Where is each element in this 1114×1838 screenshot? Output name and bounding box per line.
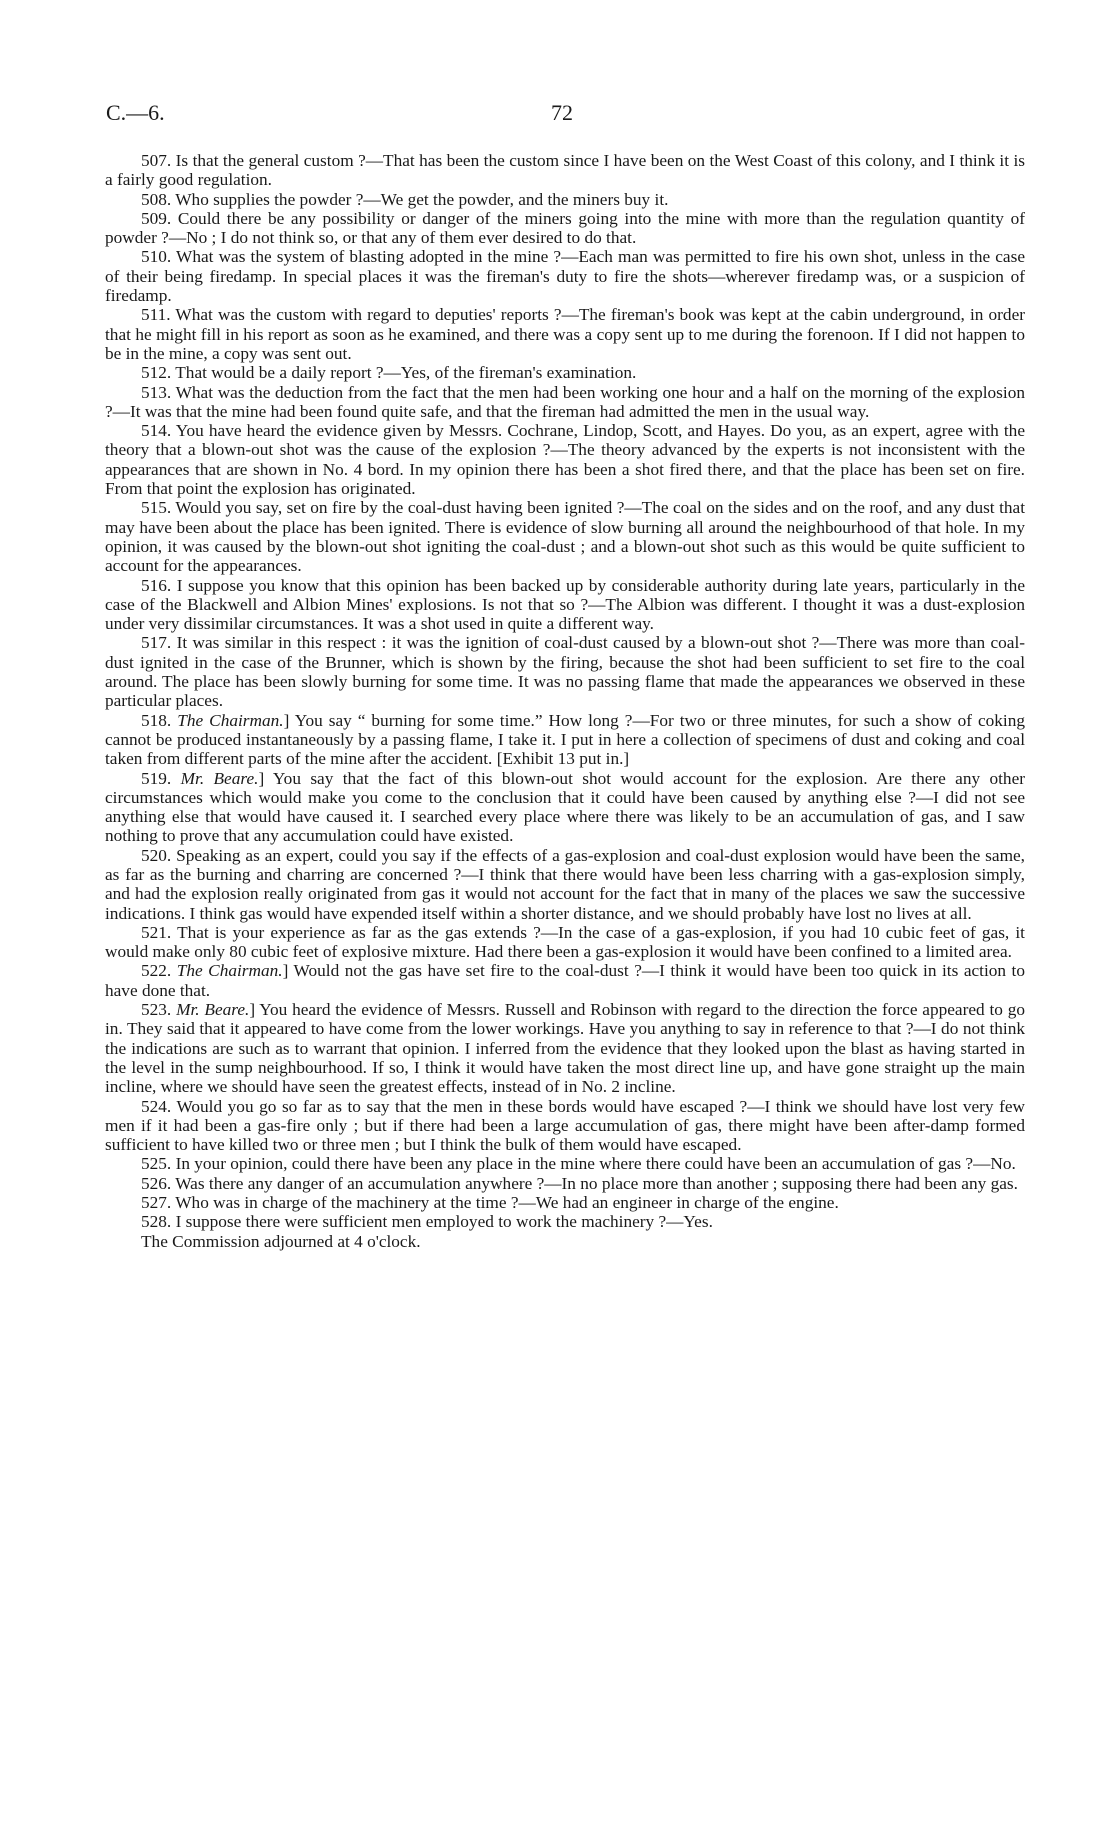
speaker-name: Mr. Beare. bbox=[176, 1000, 250, 1020]
paragraph-text: 507. Is that the general custom ?—That has been the custom since I have been on the West Coast of this colony, and I think it is a fairly good regulation. bbox=[105, 151, 1025, 190]
speaker-name: Mr. Beare. bbox=[180, 768, 259, 788]
paragraph-text: ] Would not the gas have set fire to the coal-dust ?—I think it would have been too quick in its action to have done that. bbox=[105, 961, 1025, 1000]
testimony-paragraph bbox=[105, 846, 1025, 923]
testimony-paragraph bbox=[105, 1174, 1025, 1193]
testimony-paragraph bbox=[105, 190, 1025, 209]
paragraph-text: 520. Speaking as an expert, could you say if the effects of a gas-explosion and coal-dust explosion would have been the same, as far as the burning and charring are concerned ?—I think that there would have been less charring with a gas-explosion simply, and had the explosion really originated from gas it would not account for the fact that in many of the places we saw the successive indications. I think gas would have expended itself within a shorter distance, and we should probably have lost no lives at all. bbox=[105, 845, 1025, 923]
paragraph-text: 509. Could there be any possibility or danger of the miners going into the mine with more than the regulation quantity of powder ?—No ; I do not think so, or that any of them ever desired to do that. bbox=[105, 208, 1025, 248]
body-text bbox=[105, 151, 1025, 1251]
testimony-paragraph bbox=[105, 769, 1025, 846]
paragraph-text: 512. That would be a daily report ?—Yes, of the fireman's examination. bbox=[141, 363, 637, 383]
page-header bbox=[106, 100, 1026, 130]
testimony-paragraph bbox=[105, 247, 1025, 305]
testimony-paragraph bbox=[105, 711, 1025, 769]
testimony-paragraph bbox=[105, 305, 1025, 363]
testimony-paragraph bbox=[105, 1193, 1025, 1212]
paragraph-text: 528. I suppose there were sufficient men employed to work the machinery ?—Yes. bbox=[141, 1212, 713, 1232]
testimony-paragraph bbox=[105, 209, 1025, 248]
paragraph-text: 526. Was there any danger of an accumulation anywhere ?—In no place more than another ; supposing there had been any gas. bbox=[141, 1173, 1018, 1193]
paragraph-text: ] You heard the evidence of Messrs. Russell and Robinson with regard to the direction the force appeared to go in. They said that it appeared to have come from the lower workings. Have you anything to say in reference to that ?—I do not think the indications are such as to warrant that opinion. I inferred from the evidence that they looked upon the blast as having started in the level in the sump neighbourhood. If so, I think it would have taken the most direct line up, and have gone straight up the main incline, where we should have seen the greatest effects, instead of in No. 2 incline. bbox=[105, 1000, 1026, 1097]
paragraph-text: 515. Would you say, set on fire by the coal-dust having been ignited ?—The coal on the sides and on the roof, and any dust that may have been about the place has been ignited. There is evidence of slow burning all around the neighbourhood of that hole. In my opinion, it was caused by the blown-out shot igniting the coal-dust ; and a blown-out shot such as this would be quite sufficient to account for the appearances. bbox=[105, 498, 1025, 576]
speaker-name: The Chairman. bbox=[177, 710, 284, 730]
paragraph-text: ] You say “ burning for some time.” How long ?—For two or three minutes, for such a show of coking cannot be produced instantaneously by a passing flame, I take it. I put in here a collection of specimens of dust and coking and coal taken from different parts of the mine after the accident. [Exhibit 13 put in.] bbox=[105, 710, 1025, 769]
paragraph-text: 524. Would you go so far as to say that the men in these bords would have escaped ?—I think we should have lost very few men if it had been a gas-fire only ; but if there had been a large accumulation of gas, there might have been after-damp formed sufficient to have killed two or three men ; but I think the bulk of them would have escaped. bbox=[105, 1096, 1025, 1155]
testimony-paragraph bbox=[105, 383, 1025, 422]
testimony-paragraph bbox=[105, 1154, 1025, 1173]
paragraph-text: 508. Who supplies the powder ?—We get the powder, and the miners buy it. bbox=[141, 189, 669, 209]
testimony-paragraph bbox=[105, 498, 1025, 575]
testimony-paragraph bbox=[105, 421, 1025, 498]
testimony-paragraph bbox=[105, 1097, 1025, 1155]
paragraph-text: The Commission adjourned at 4 o'clock. bbox=[141, 1231, 421, 1251]
testimony-paragraph bbox=[105, 633, 1025, 710]
testimony-paragraph bbox=[105, 576, 1025, 634]
testimony-paragraph bbox=[105, 151, 1025, 190]
paragraph-text: 510. What was the system of blasting adopted in the mine ?—Each man was permitted to fire his own shot, unless in the case of their being firedamp. In special places it was the fireman's duty to fire the shots—wherever firedamp was, or a suspicion of firedamp. bbox=[105, 247, 1025, 306]
paragraph-text: 527. Who was in charge of the machinery at the time ?—We had an engineer in charge of the engine. bbox=[141, 1193, 839, 1213]
paragraph-text: 523. bbox=[141, 1000, 177, 1020]
testimony-paragraph bbox=[105, 1232, 1025, 1251]
paragraph-text: 519. bbox=[141, 768, 181, 788]
paragraph-text: 522. bbox=[141, 961, 177, 981]
paragraph-text: 516. I suppose you know that this opinion has been backed up by considerable authority during late years, particularly in the case of the Blackwell and Albion Mines' explosions. Is not that so ?—The Albion was different. I thought it was a dust-explosion under very dissimilar circumstances. It was a shot used in quite a different way. bbox=[105, 575, 1025, 634]
paragraph-text: 514. You have heard the evidence given by Messrs. Cochrane, Lindop, Scott, and Hayes. Do you, as an expert, agree with the theory that a blown-out shot was the cause of the explosion ?—The theory advanced by the experts is not inconsistent with the appearances that are shown in No. 4 bord. In my opinion there has been a shot fired there, and that the place has been set on fire. From that point the explosion has originated. bbox=[105, 421, 1025, 499]
paragraph-text: 511. What was the custom with regard to deputies' reports ?—The fireman's book was kept at the cabin underground, in order that he might fill in his report as soon as he examined, and there was a copy sent up to me during the forenoon. If I did not happen to be in the mine, a copy was sent out. bbox=[105, 305, 1025, 363]
document-reference: C.—6. bbox=[106, 100, 165, 125]
paragraph-text: 513. What was the deduction from the fact that the men had been working one hour and a half on the morning of the explosion ?—It was that the mine had been found quite safe, and that the fireman had admitted the men in the usual way. bbox=[105, 382, 1025, 421]
paragraph-text: 525. In your opinion, could there have been any place in the mine where there could have been an accumulation of gas ?—No. bbox=[141, 1154, 1016, 1174]
page-number: 72 bbox=[551, 100, 573, 125]
paragraph-text: 521. That is your experience as far as the gas extends ?—In the case of a gas-explosion, if you had 10 cubic feet of gas, it would make only 80 cubic feet of explosive mixture. Had there been a gas-explosion it would have been confined to a limited area. bbox=[105, 922, 1025, 962]
paragraph-text: 517. It was similar in this respect : it was the ignition of coal-dust caused by a blown-out shot ?—There was more than coal-dust ignited in the case of the Brunner, which is shown by the firing, because the shot had been sufficient to set fire to the coal around. The place has been slowly burning for some time. It was no passing flame that made the appearances we observed in these particular places. bbox=[105, 633, 1025, 711]
paragraph-text: ] You say that the fact of this blown-out shot would account for the explosion. Are there any other circumstances which would make you come to the conclusion that it could have been caused by anything else ?—I did not see anything else that would have caused it. I searched every place where there was likely to be an accumulation of gas, and I saw nothing to prove that any accumulation could have existed. bbox=[105, 768, 1026, 846]
testimony-paragraph bbox=[105, 923, 1025, 962]
speaker-name: The Chairman. bbox=[176, 961, 283, 981]
testimony-paragraph bbox=[105, 1000, 1025, 1096]
testimony-paragraph bbox=[105, 1212, 1025, 1231]
testimony-paragraph bbox=[105, 363, 1025, 382]
testimony-paragraph bbox=[105, 961, 1025, 1000]
paragraph-text: 518. bbox=[141, 710, 178, 730]
